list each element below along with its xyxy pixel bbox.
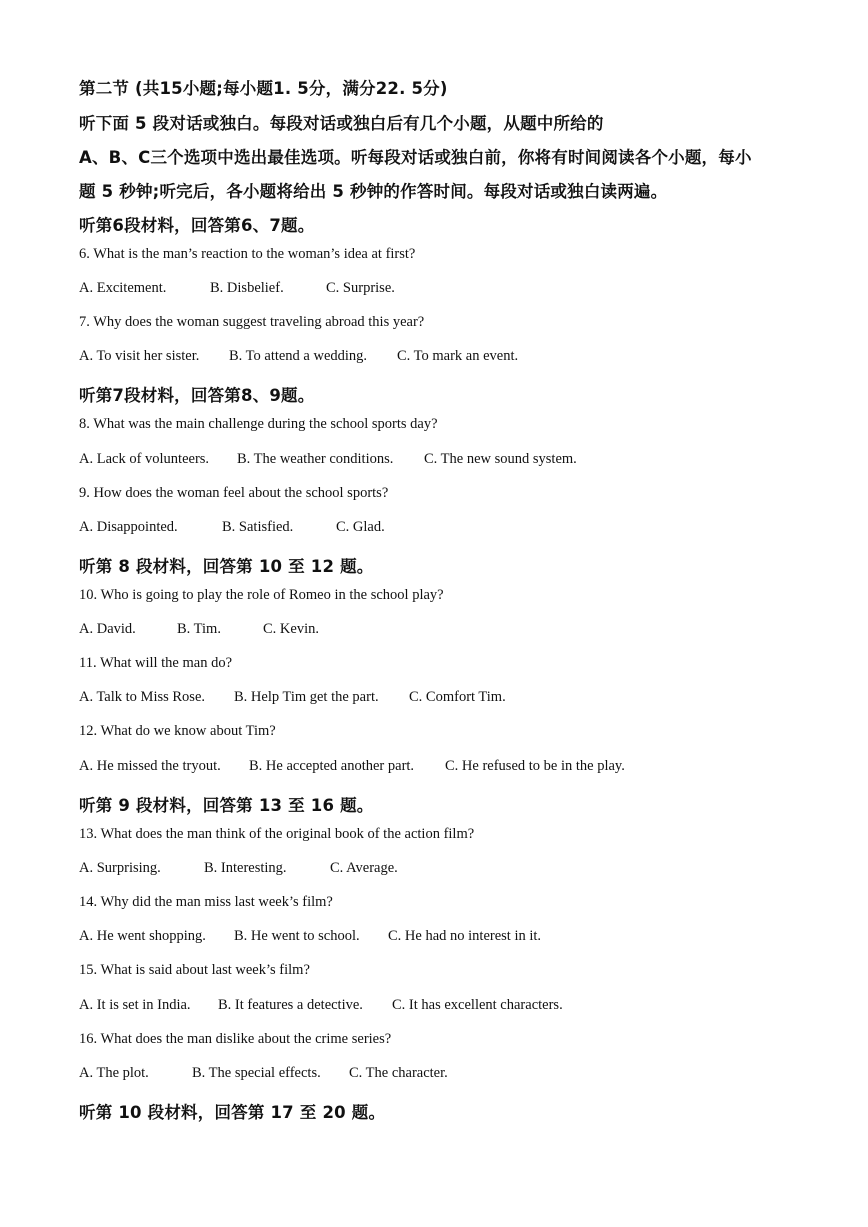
option-b: B. He went to school. <box>234 928 360 944</box>
group-header: 听第 10 段材料，回答第 17 至 20 题。 <box>79 1103 386 1122</box>
question-10: 10. Who is going to play the role of Romeo in the school play? <box>79 587 444 603</box>
option-a: A. David. <box>79 621 136 637</box>
option-a: A. He missed the tryout. <box>79 758 221 774</box>
option-a: A. The plot. <box>79 1065 149 1081</box>
option-c: C. Comfort Tim. <box>409 689 506 705</box>
option-a: A. He went shopping. <box>79 928 206 944</box>
option-b: B. Disbelief. <box>210 280 284 296</box>
option-a: A. Lack of volunteers. <box>79 451 210 467</box>
question-16: 16. What does the man dislike about the crime series? <box>79 1031 392 1047</box>
option-a: A. Surprising. <box>79 860 161 876</box>
option-c: C. He refused to be in the play. <box>445 758 625 774</box>
option-a: A. Talk to Miss Rose. <box>79 689 206 705</box>
option-c: C. Kevin. <box>263 621 319 637</box>
option-c: C. It has excellent characters. <box>392 997 563 1013</box>
option-c: C. Surprise. <box>326 280 395 296</box>
question-15: 15. What is said about last week’s film? <box>79 962 310 978</box>
option-a: A. Excitement. <box>79 280 167 296</box>
group-header: 听第6段材料，回答第6、7题。 <box>79 216 315 235</box>
option-c: C. Average. <box>330 860 398 876</box>
instruction-line-1: 听下面 5 段对话或独白。每段对话或独白后有几个小题，从题中所给的 <box>79 114 604 133</box>
question-8: 8. What was the main challenge during the school sports day? <box>79 416 438 432</box>
group-header: 听第7段材料，回答第8、9题。 <box>79 386 315 405</box>
option-a: A. It is set in India. <box>79 997 191 1013</box>
options-11 <box>79 689 506 706</box>
question-12: 12. What do we know about Tim? <box>79 723 276 739</box>
options-10 <box>79 621 319 638</box>
option-c: C. He had no interest in it. <box>388 928 542 944</box>
options-6 <box>79 280 395 297</box>
options-8 <box>79 451 577 468</box>
option-c: C. To mark an event. <box>397 348 519 364</box>
options-12 <box>79 758 625 775</box>
option-b: B. Satisfied. <box>222 519 294 535</box>
option-b: B. To attend a wedding. <box>229 348 368 364</box>
options-14 <box>79 928 541 945</box>
option-c: C. The new sound system. <box>424 451 577 467</box>
question-11: 11. What will the man do? <box>79 655 233 671</box>
option-b: B. He accepted another part. <box>249 758 415 774</box>
options-15 <box>79 997 563 1014</box>
options-13 <box>79 860 398 877</box>
option-b: B. Help Tim get the part. <box>234 689 379 705</box>
option-b: B. Interesting. <box>204 860 287 876</box>
option-c: C. Glad. <box>336 519 385 535</box>
question-9: 9. How does the woman feel about the school sports? <box>79 485 389 501</box>
option-b: B. The weather conditions. <box>237 451 394 467</box>
option-b: B. Tim. <box>177 621 221 637</box>
instruction-line-3: 题 5 秒钟;听完后，各小题将给出 5 秒钟的作答时间。每段对话或独白读两遍。 <box>79 182 668 201</box>
group-header: 听第 8 段材料，回答第 10 至 12 题。 <box>79 557 374 576</box>
option-b: B. The special effects. <box>192 1065 321 1081</box>
question-6: 6. What is the man’s reaction to the woman’s idea at first? <box>79 246 416 262</box>
question-13: 13. What does the man think of the original book of the action film? <box>79 826 475 842</box>
question-14: 14. Why did the man miss last week’s film? <box>79 894 333 910</box>
options-9 <box>79 519 385 536</box>
option-a: A. To visit her sister. <box>79 348 200 364</box>
options-16 <box>79 1065 448 1082</box>
option-b: B. It features a detective. <box>218 997 363 1013</box>
section-title: 第二节 (共15小题;每小题1. 5分，满分22. 5分) <box>79 79 448 98</box>
question-7: 7. Why does the woman suggest traveling abroad this year? <box>79 314 425 330</box>
group-header: 听第 9 段材料，回答第 13 至 16 题。 <box>79 796 374 815</box>
option-a: A. Disappointed. <box>79 519 178 535</box>
option-c: C. The character. <box>349 1065 448 1081</box>
instruction-line-2: A、B、C三个选项中选出最佳选项。听每段对话或独白前，你将有时间阅读各个小题，每小 <box>79 148 752 167</box>
options-7 <box>79 348 518 365</box>
